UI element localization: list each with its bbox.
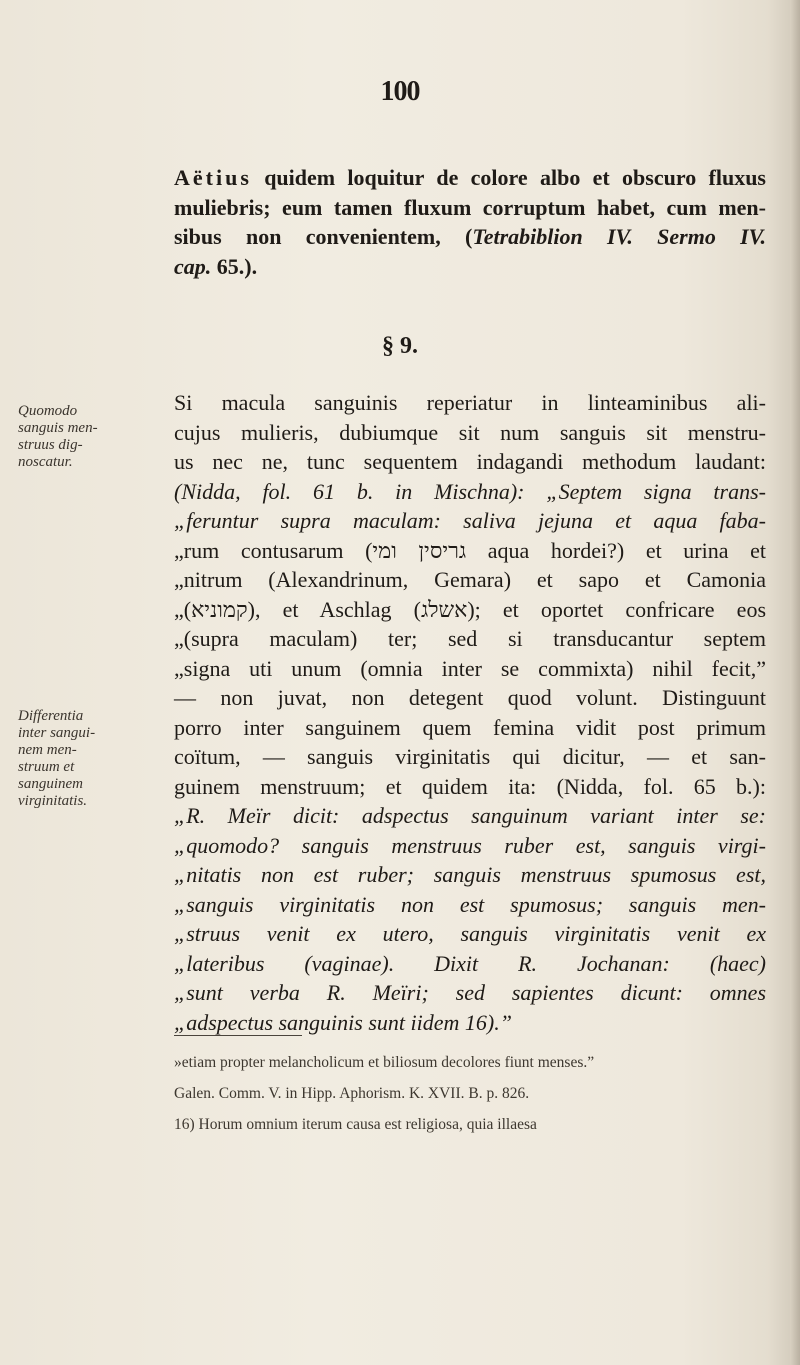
footnote-divider: [174, 1035, 302, 1036]
text-line: cujus mulieris, dubiumque sit num sanguis sit menstru-: [174, 419, 766, 445]
footnotes: [174, 1047, 766, 1140]
text-line: „quomodo? sanguis menstruus ruber est, sanguis virgi-: [174, 832, 766, 858]
text-line: „sunt verba R. Meïri; sed sapientes dicunt: omnes: [174, 980, 766, 1005]
text-line: „(supra maculam) ter; sed si transducantur septem: [174, 626, 766, 651]
text-line: „(קמוניא), et Aschlag (אשלג); et oportet confricare eos: [174, 596, 767, 622]
text-line: „rum contusarum (גריסין ומי aqua hordei?) et urina et: [174, 537, 766, 563]
footnote-line: »etiam propter melancholicum et biliosum decolores fiunt menses.”: [174, 1054, 595, 1071]
text-line: (Nidda, fol. 61 b. in Mischna): „Septem signa trans-: [174, 478, 766, 504]
text-line: cap. 65.).: [174, 253, 258, 279]
text-line: „struus venit ex utero, sanguis virginitatis venit ex: [174, 921, 766, 946]
text-line: guinem menstruum; et quidem ita: (Nidda, fol. 65 b.):: [174, 773, 766, 799]
text-line: „signa uti unum (omnia inter se commixta) nihil fecit,”: [174, 655, 766, 681]
text-line: coïtum, — sanguis virginitatis qui dicitur, — et san-: [174, 744, 766, 769]
paragraph-aetius: [174, 163, 766, 281]
text-line: „nitrum (Alexandrinum, Gemara) et sapo et Camonia: [174, 567, 766, 592]
footnote-line: Galen. Comm. V. in Hipp. Aphorism. K. XVII. B. p. 826.: [174, 1085, 530, 1102]
footnote-line: 16) Horum omnium iterum causa est religiosa, quia illaesa: [174, 1116, 537, 1133]
text-line: „adspectus sanguinis sunt iidem 16).”: [174, 1009, 512, 1035]
page-edge: [790, 0, 800, 1365]
text-line: „lateribus (vaginae). Dixit R. Jochanan: (haec): [174, 950, 766, 976]
page-number: 100: [380, 76, 420, 107]
text-line: sibus non convenientem, (Tetrabiblion IV. Sermo IV.: [174, 224, 766, 249]
paragraph-macula: [174, 388, 766, 1037]
text-line: „sanguis virginitatis non est spumosus; sanguis men-: [174, 891, 766, 917]
text-line: — non juvat, non detegent quod volunt. Distinguunt: [174, 685, 766, 710]
text-line: muliebris; eum tamen fluxum corruptum habet, cum men-: [174, 194, 766, 220]
margin-note-quomodo: Quomodo sanguis men- struus dig- noscatur.: [18, 403, 98, 470]
section-heading: § 9.: [382, 333, 418, 359]
text-line: „nitatis non est ruber; sanguis menstruus spumosus est,: [174, 862, 766, 887]
text-line: „feruntur supra maculam: saliva jejuna et aqua faba-: [174, 508, 766, 533]
text-line: Si macula sanguinis reperiatur in linteaminibus ali-: [174, 390, 766, 415]
margin-note-differentia: Differentia inter sangui- nem men- struum et sanguinem virginitatis.: [18, 708, 96, 809]
text-line: „R. Meïr dicit: adspectus sanguinum variant inter se:: [174, 803, 766, 828]
text-line: us nec ne, tunc sequentem indagandi methodum laudant:: [174, 449, 766, 474]
text-line: porro inter sanguinem quem femina vidit post primum: [174, 714, 766, 740]
text-line: Aëtius quidem loquitur de colore albo et obscuro fluxus: [174, 165, 766, 190]
